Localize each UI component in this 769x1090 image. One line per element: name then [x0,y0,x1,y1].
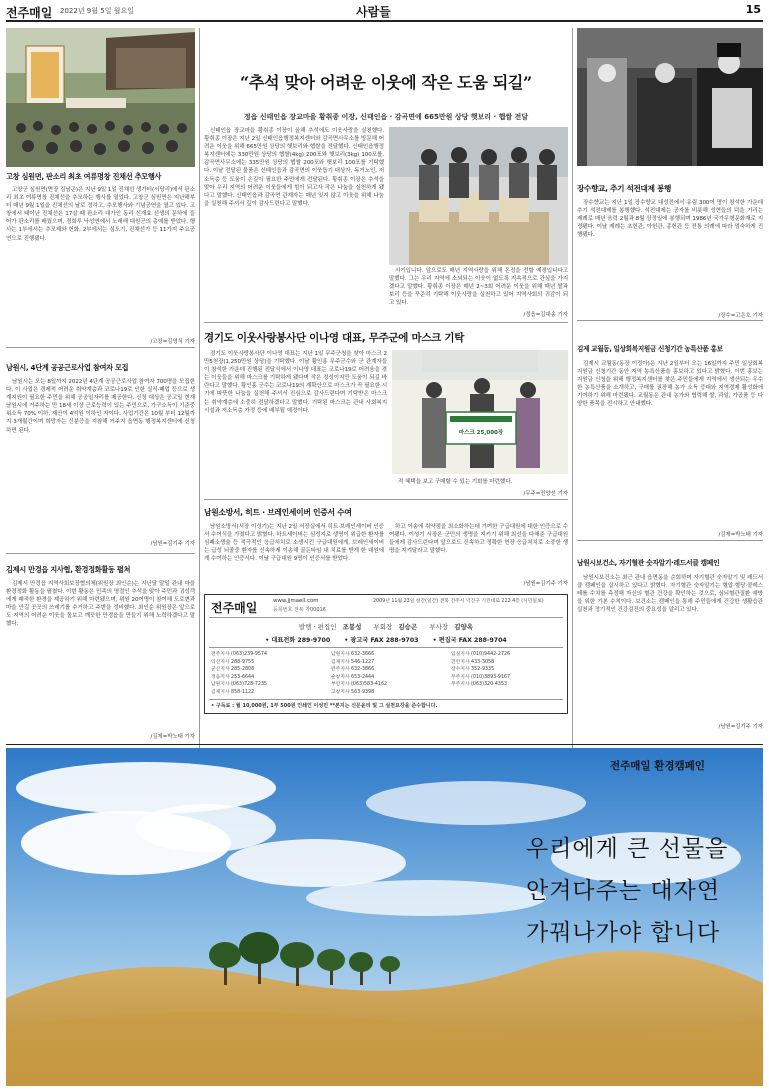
masthead-section: 사람들 [356,5,391,19]
branch: 군산지사 285-2808 [211,667,255,672]
tel-main: • 대표전화 289-9700 [265,637,331,644]
gimje-env-headline: 김제시 만경읍 지사협, 환경정화활동 펼쳐 [6,565,131,574]
vp-label: 부회장 [373,623,393,631]
imprint-reg: 등록번호 전북 가00016 [273,607,326,613]
branch: 익산지사 288-9755 [211,659,255,665]
branch: 고창지사 563-9398 [331,689,375,695]
imsil-credit: /김제=박노태 기자 [718,532,763,538]
branch: 김제지사 546-1227 [331,659,375,665]
imprint-url: www.jjmaeil.com [273,598,319,604]
masthead-date: 2022년 9월 5일 월요일 [60,7,134,15]
mask-right-text: 적 혜택을 보고 구매할 수 있는 기회를 마련했다. [398,479,513,485]
namwon-recruit-body [6,378,195,540]
chief-label: 부사장 [429,623,449,631]
main-credit: /정읍=김대송 기자 [523,312,568,318]
branch: 무주지사 (063)320-4353 [451,682,508,687]
campaign-line-2: 안겨다주는 대자연 [526,878,721,904]
jangsu-text: 장수향교는 지난 1일 장수향교 대성전에서 유림 300여 명이 참석한 가운데 추기 석전대제를 봉행했다. 석전대제는 공자를 비롯해 성현들의 덕을 기리는 제례로 매년 음력 2월과 8월 상정일에 봉행되며 1986년 국가무형문화재로 지정됐다. 이날 제례는 초헌관, 아헌관, 종헌관 등 전통 의례에 따라 엄숙하게 진행됐다. [577,200,763,239]
main-body-left-text: 신태인읍 장교마을 황취종 이장이 올해 추석에도 이웃사랑을 실천했다. 황취종 이장은 지난 2일 신태인읍행정복지센터와 감곡면사무소를 방문해 어려운 이웃을 위해 665만원 상당의 햇보리와 햅쌀을 전달했다. 신태인읍행정복지센터에는 330만원 상당의 햅쌀(4kg) 200포와 햇보리(3kg) 100포를, 감곡면사무소에는 335만원 상당의 햅쌀 200포와 햇보리 100포를 기탁했다. 이날 전달된 물품은 신태인읍과 감곡면의 이웃돕기 대상자, 독거노인, 저소득층 등 도움이 손길이 필요한 주민에게 전달된다. 황취종 이장은 추석을 맞아 우리 지역의 어려운 이웃들에게 힘이 되고자 작은 나눔을 실천하게 됐다고 말했다. 신태인읍과 감곡면 관계자는 매년 잊지 않고 이웃을 위해 나눔을 실천해 주셔서 깊이 감사드린다고 말했다. [204,128,384,207]
masthead-page: 15 [745,3,761,16]
section-rule [6,553,195,554]
section-rule [577,320,763,321]
fan-craftsman-credit: /고창=김영식 기자 [150,339,195,345]
rice-donation-photo [389,127,568,265]
publisher-name: 조봉성 [342,623,362,631]
namwon-health-credit: /남원=김기주 기자 [718,724,763,730]
jangsu-headline: 장수향교, 추기 석전대제 봉행 [577,184,672,193]
branch: 김제지사 858-1122 [211,689,255,695]
branch: 장수지사 352-9335 [451,667,495,672]
imprint-staff [205,622,567,631]
imprint-box [204,594,568,714]
branch: 남원지사 (063)728-7235 [211,682,268,687]
gimje-env-body [6,580,195,730]
hitbread-headline: 남원소방서, 히트 · 브레인세이버 인증서 수여 [204,508,352,517]
branch: 완주지사 632-3866 [331,667,375,672]
branch-list-2 [331,651,441,696]
tel-ad: • 광고국 FAX 288-9703 [344,637,419,644]
mask-body-right [392,478,568,488]
imprint-rule [209,617,563,618]
main-body-right-text: 시기입니다. 앞으로도 매년 지역사랑을 위해 온정을 전할 예정입니다고 말했다. 그는 우리 지역에 소외되는 이웃이 없도록 지속적으로 관심을 가지겠다고 말했다. 황취종 이장은 매년 2~3회 어려운 이웃을 위해 매년 쌀과 보리 등을 꾸준히 기탁해 이웃사랑을 실천하고 있어 지역사회의 귀감이 되고 있다. [389,268,568,307]
publisher-label: 발행 · 편집인 [298,623,337,631]
hitbread-body-right [389,523,568,579]
section-rule [6,347,195,348]
fan-event-photo [6,28,195,167]
namwon-health-headline: 남원시보건소, 자기혈관 숫자알기·레드서클 캠페인 [577,559,720,567]
ad-top-rule [6,744,763,745]
imsil-headline: 김제 교월동, 일상회복지원금 신청기간 농특산품 홍보 [577,345,723,353]
imprint-rule [209,699,563,700]
masthead-paper: 전주매일 [6,6,53,20]
section-rule [577,540,763,541]
gimje-env-credit: /김제=박노태 기자 [150,734,195,740]
col-divider [199,28,200,760]
branch: 정읍지사 253-6644 [211,674,255,680]
tel-edit: • 편집국 FAX 288-9704 [432,637,507,644]
fan-craftsman-text: 고창군 심원면(면장 김남곤)은 지난 9일 1일 진채선 생가터(서당리)에서 판소리 최초 여류명창 진채선을 추모하는 행사를 열었다. 고창군 심원면은 지난해부터 매년 9월 1일을 진채선의 날로 정하고, 추모행사와 기념공연을 열고 있다. 고창에서 태어난 진채선은 17살 때 판소리 대가인 동리 신재효 선생의 문하에 들어가 판소리를 배웠으며, 경회루 낙성연에서 노래해 대원군의 총애를 받았다. 행사는 1부에서는 추모제와 헌화, 2부에서는 심도기, 진채선가 등 11가지 주요공연으로 진행됐다. [6,187,195,242]
branch: 부안지사 (063)583-4162 [331,682,388,687]
mask-text: 경기도 이웃사랑봉사단 이나영 대표는 지난 1일 무주군청을 찾아 마스크 2만5천장(1,250만원 상당)을 기탁했다. 이날 황인홍 무주군수와 군 관계자들이 참석한 가운데 진행된 전달식에서 이나영 대표는 코로나19로 어려움을 겪는 이웃들을 위해 마스크를 기탁하게 됐다며 작은 정성이지만 도움이 되길 바란다고 말했다. 황인홍 군수는 코로나19의 재확산으로 마스크가 꼭 필요한 시기에 따뜻한 나눔을 실천해 주셔서 진심으로 감사드린다며 기탁받은 마스크는 취약계층에 소중히 전달하겠다고 말했다. 기탁된 마스크는 관내 사회복지시설과 저소득층 가정 등에 배부될 예정이다. [204,351,387,414]
main-body-left [204,127,384,297]
vp-name: 김승곤 [398,623,418,631]
imprint-address: 2009년 11월 23일 창간(일간) 전북 전주시 덕진구 기린대로 222 4층 (시민일보) [373,599,544,604]
branch-list-3 [451,651,563,689]
hitbread-body [204,523,384,589]
fan-craftsman-body [6,186,195,336]
hitbread-text: 남원소방서(서장 이성기)는 지난 2일 서장실에서 히트·브레인세이버 인증서 수여식을 가졌다고 밝혔다. 하트세이버는 심정지로 생명이 위급한 환자를 심폐소생술 등 적극적인 응급처치로 소생시킨 구급대원에게, 브레인세이버는 급성 뇌졸중 환자를 신속하게 이송해 골든타임 내 치료를 받게 한 대원에게 수여하는 인증서다. 이날 구급대원 9명이 인증서를 받았다. [204,524,384,563]
branch: 무주지사 (010)3893-9167 [451,674,511,680]
hitbread-right-text: 하고 이송에 취약점을 최소화하는데 기여한 구급대원에 대한 인증으로 수여됐다. 이성기 서장은 군민의 생명을 지키기 위해 최선을 다해준 구급대원들에게 감사드린다며 앞으로도 신속하고 정확한 현장 응급처치로 소중한 생명을 지켜달라고 말했다. [389,524,568,555]
mask-credit: /무주=전양선 기자 [523,491,568,497]
branch: 임실지사 (010)9442-2726 [451,652,511,657]
imprint-rule [209,647,563,648]
campaign-label: 전주매일 환경캠페인 [610,760,705,772]
mask-body [204,350,387,486]
col-divider [572,28,573,760]
mask-headline: 경기도 이웃사랑봉사단 이나영 대표, 무주군에 마스크 기탁 [204,332,465,344]
masthead-rule [6,20,763,22]
fan-craftsman-headline: 고창 심원면, 판소리 최초 여류명창 진채선 추모행사 [6,172,162,181]
namwon-recruit-text: 남원시는 오는 8일까지 2022년 4단계 공공근로사업 참여자 700명을 모집한다. 이 사업은 경제적 어려운 취약계층과 코로나19로 인한 실직·폐업 등으로 생계지원이 필요한 주민을 위해 공공일자리를 제공한다. 신청 대상은 공고일 현재 남원시에 거주하는 만 18세 이상 근로능력이 있는 주민으로, 가구소득이 기준중위소득 70% 이하, 재산이 4억원 이하인 자이다. 사업기간은 10월 부터 12월까지 3개월간이며 희망자는 신분증을 지참해 거주지 읍면동 행정복지센터에 신청하면 된다. [6,379,195,434]
imprint-logo: 전주매일 [211,601,258,615]
campaign-line-1: 우리에게 큰 선물을 [526,836,729,862]
branch: 전주지사 (063)239-9574 [211,652,268,657]
chief-name: 김양옥 [454,623,474,631]
namwon-health-text: 남원시보건소는 최근 관내 읍면동을 순회하며 자기혈관 숫자알기 및 레드서클 캠페인을 실시하고 있다고 밝혔다. 자기혈관 숫자알기는 혈압·혈당·콜레스테롤 수치를 측정해 자신의 혈관 건강을 확인하는 것으로, 심뇌혈관질환 예방을 위한 기본 수칙이다. 보건소는 캠페인을 통해 주민들에게 건강한 생활습관 실천과 정기적인 건강검진의 중요성을 알리고 있다. [577,575,763,614]
mask-box-label: 마스크 25,000장 [458,430,504,436]
branch: 남원지사 632-3666 [331,652,375,657]
imsil-body [577,360,763,528]
namwon-recruit-credit: /남원=김기주 기자 [150,541,195,547]
hitbread-credit: /남원=김기주 기자 [523,581,568,587]
campaign-ad [6,748,763,1086]
section-rule [204,499,568,500]
namwon-health-body [577,574,763,724]
main-headline: “추석 맞아 어려운 이웃에 작은 도움 되길” [240,73,532,92]
jangsu-body [577,199,763,311]
imprint-phones [205,635,567,644]
jangsu-credit: /장수=고은호 기자 [718,313,763,319]
branch: 진안지사 433-3058 [451,659,495,665]
gimje-env-text: 김제시 만경읍 지역사회보장협의체(위원장 최인순)는 지난달 말일 관내 마을 환경정화 활동을 펼쳤다. 이번 활동은 민족의 명절인 추석을 맞아 주민과 귀성객에게 쾌적한 환경을 제공하기 위해 마련됐으며, 위원 20여명이 참여해 도로변과 마을 안길 곳곳의 쓰레기를 수거하고 주변을 정비했다. 최인순 위원장은 앞으로도 지역의 어려운 이웃을 돌보고 깨끗한 만경읍을 만들기 위해 노력하겠다고 말했다. [6,581,195,628]
main-subhead: 정읍 신태인읍 장교마을 황취종 이장, 신태인읍 · 감곡면에 665만원 상당 햇보리 · 햅쌀 전달 [243,113,529,121]
mask-donation-photo [392,350,568,474]
imprint-footer: • 구독료 : 월 10,000원, 1부 500원 인쇄인 이성민 **본지는 신문윤리 및 그 실천요강을 준수합니다. [211,703,438,709]
section-rule [204,322,568,323]
branch: 순창지사 653-2444 [331,674,375,680]
namwon-recruit-headline: 남원시, 4단계 공공근로사업 참여자 모집 [6,363,129,372]
jangsu-ceremony-photo [577,28,763,166]
imsil-text: 김제시 교월동(동장 이정아)은 지난 2일부터 오는 16일까지 주민 일상회복지원금 신청기간 동안 지역 농특산품을 홍보하고 있다고 밝혔다. 이번 홍보는 지원금 신청을 위해 행정복지센터를 찾은 주민들에게 지역에서 생산되는 우수한 농특산품을 소개하고, 구매를 권장해 농가 소득 증대와 지역경제 활성화에 기여하기 위해 마련됐다. 교월동은 관내 농가와 협력해 쌀, 과일, 가공품 등 다양한 품목을 전시하고 안내했다. [577,361,763,408]
campaign-line-3: 가꿔나가야 합니다 [526,920,721,946]
branch-list-1 [211,651,321,696]
